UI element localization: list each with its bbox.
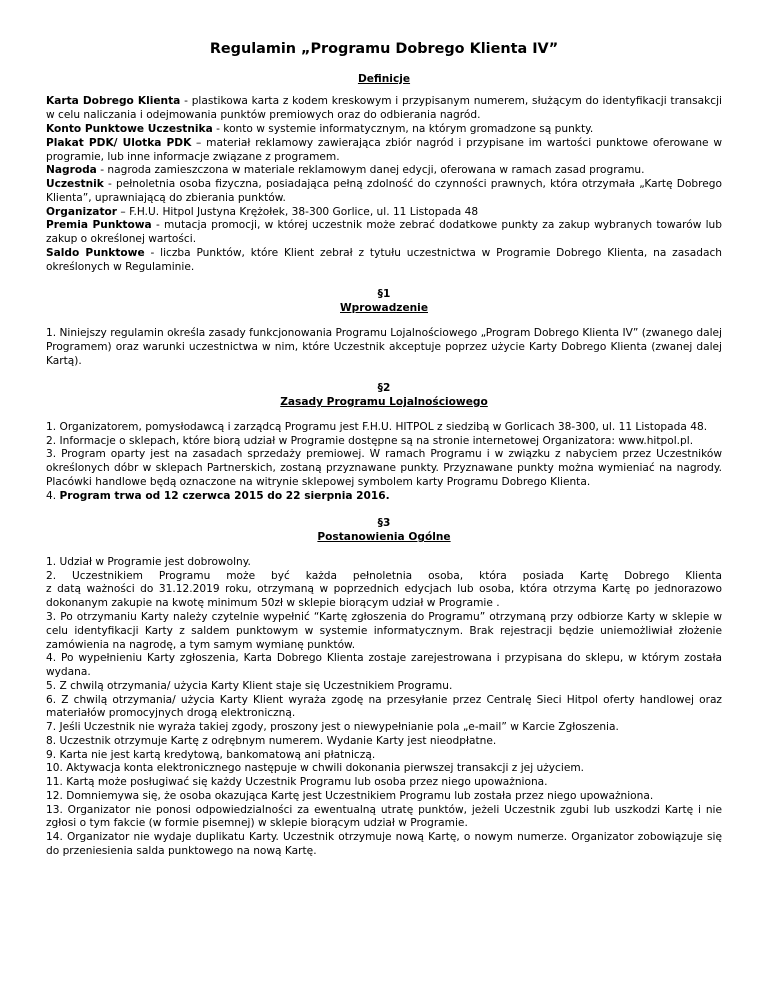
- document-title: Regulamin „Programu Dobrego Klienta IV”: [209, 41, 559, 57]
- section-3-paragraph: 1. Udział w Programie jest dobrowolny.: [46, 555, 251, 568]
- section-3-paragraph: 7. Jeśli Uczestnik nie wyraża takiej zgody, proszony jest o niewypełnianie pola „e-mail” w Karcie Zgłoszenia.: [46, 721, 619, 734]
- section-2-number: §2: [377, 382, 391, 395]
- definitions-list: [46, 95, 722, 274]
- definition-item: [46, 95, 722, 123]
- definition-item: [46, 123, 722, 137]
- section-2-paragraph: 2. Informacje o sklepach, które biorą udział w Programie dostępne są na stronie internetowej Organizatora: www.hitpol.pl.: [46, 434, 694, 447]
- definition-item: [46, 137, 722, 165]
- definition-text: - konto w systemie informatycznym, na którym gromadzone są punkty.: [212, 123, 594, 136]
- definitions-heading: [46, 73, 722, 87]
- definition-term: Plakat PDK/ Ulotka PDK: [46, 136, 192, 149]
- section-3-paragraph: 5. Z chwilą otrzymania/ użycia Karty Klient staje się Uczestnikiem Programu.: [46, 679, 453, 692]
- section-3-paragraph: 9. Karta nie jest kartą kredytową, bankomatową ani płatniczą.: [46, 748, 376, 761]
- definition-text: – F.H.U. Hitpol Justyna Krężołek, 38-300 Gorlice, ul. 11 Listopada 48: [117, 205, 479, 218]
- definition-item: [46, 219, 722, 247]
- section-3-paragraph: 8. Uczestnik otrzymuje Kartę z odrębnym numerem. Wydanie Karty jest nieodpłatne.: [46, 734, 497, 747]
- section-1-number: §1: [377, 288, 391, 301]
- definition-term: Uczestnik: [46, 178, 104, 191]
- section-3-heading: [46, 517, 722, 545]
- section-2-paragraph: 3. Program oparty jest na zasadach sprzedaży premiowej. W ramach Programu i w związku z nabyciem przez Uczestników określonych dóbr w sklepach Partnerskich, zostaną przyznawane punkty. Przyznawane punkty można wymieniać na nagrody. Placówki handlowe będą oznaczone na witrynie sklepowej symbolem karty Programu Dobrego Klienta.: [46, 448, 722, 488]
- section-3-paragraph: 10. Aktywacja konta elektronicznego następuje w chwili dokonania pierwszej transakcji z jej użyciem.: [46, 762, 585, 775]
- definition-text: - pełnoletnia osoba fizyczna, posiadająca pełną zdolność do czynności prawnych, która otrzymała „Kartę Dobrego Klienta”, uprawniającą do zbierania punktów.: [46, 178, 722, 204]
- definition-item: [46, 247, 722, 275]
- section-3-paragraph: 3. Po otrzymaniu Karty należy czytelnie wypełnić “Kartę zgłoszenia do Programu” otrzymaną przy odbiorze Karty w sklepie w celu identyfikacji Karty z saldem punktowym w systemie informatycznym. Brak rejestracji będzie uniemożliwiał złożenie zamówienia na nagrodę, a tym samym wymianę punktów.: [46, 610, 722, 651]
- section-3-paragraph: 4. Po wypełnieniu Karty zgłoszenia, Karta Dobrego Klienta zostaje zarejestrowana i przypisana do sklepu, w którym została wydana.: [46, 652, 722, 679]
- section-2-paragraph: 1. Organizatorem, pomysłodawcą i zarządcą Programu jest F.H.U. HITPOL z siedzibą w Gorlicach 38-300, ul. 11 Listopada 48.: [46, 420, 708, 433]
- section-3-paragraph: 12. Domniemywa się, że osoba okazująca Kartę jest Uczestnikiem Programu lub została przez niego upoważniona.: [46, 789, 654, 802]
- section-3-paragraph: 6. Z chwilą otrzymania/ użycia Karty Klient wyraża zgodę na przesyłanie przez Centralę Sieci Hitpol oferty handlowej oraz materiałów promocyjnych drogą elektroniczną.: [46, 693, 722, 720]
- section-1-title: Wprowadzenie: [340, 302, 428, 315]
- section-1-paragraph: 1. Niniejszy regulamin określa zasady funkcjonowania Programu Lojalnościowego „Program Dobrego Klienta IV” (zwanego dalej Programem) oraz warunki uczestnictwa w nim, które Uczestnik akceptuje poprzez użycie Karty Dobrego Klienta (zwanej dalej Kartą).: [46, 326, 722, 367]
- section-3-paragraph: 13. Organizator nie ponosi odpowiedzialności za ewentualną utratę punktów, jeżeli Uczestnik zgubi lub uszkodzi Kartę i nie zgłosi o tym fakcie (w formie pisemnej) w sklepie biorącym udział w Programie.: [46, 803, 722, 830]
- definition-text: – materiał reklamowy zawierająca zbiór nagród i przypisane im wartości punktowe oferowane w programie, lub inne informacje związane z programem.: [46, 136, 722, 163]
- section-2-heading: [46, 382, 722, 410]
- definition-text: - plastikowa karta z kodem kreskowym i przypisanym numerem, służącym do identyfikacji transakcji w celu naliczania i odejmowania punktów premiowych oraz do odbierania nagród.: [46, 95, 723, 122]
- definition-text: - nagroda zamieszczona w materiale reklamowym danej edycji, oferowana w ramach zasad programu.: [96, 164, 645, 177]
- section-3-paragraph-2-line-1: 2. Uczestnikiem Programu może być każda pełnoletnia osoba, która posiada Kartę Dobrego Klienta: [46, 569, 722, 582]
- section-3-paragraph: 11. Kartą może posługiwać się każdy Uczestnik Programu lub osoba przez niego upoważniona.: [46, 776, 548, 789]
- definition-term: Nagroda: [46, 164, 97, 177]
- section-2-paragraph-duration: [46, 490, 722, 504]
- section-1-heading: [46, 288, 722, 316]
- definition-term: Organizator: [46, 205, 118, 218]
- definitions-heading-text: Definicje: [357, 72, 411, 85]
- definition-term: Premia Punktowa: [46, 219, 152, 232]
- definition-item: [46, 178, 722, 206]
- section-3-paragraph: 14. Organizator nie wydaje duplikatu Karty. Uczestnik otrzymuje nową Kartę, o nowym numerze. Organizator zobowiązuje się do przeniesienia salda punktowego na nową Kartę.: [46, 831, 722, 857]
- definition-text: - liczba Punktów, które Klient zebrał z tytułu uczestnictwa w Programie Dobrego Klienta, na zasadach określonych w Regulaminie.: [46, 246, 722, 273]
- definition-item: [46, 164, 722, 178]
- section-2-item-number: 4.: [46, 489, 60, 502]
- section-2-title: Zasady Programu Lojalnościowego: [280, 396, 488, 409]
- section-3-number: §3: [377, 517, 391, 530]
- section-3-title: Postanowienia Ogólne: [317, 531, 451, 544]
- definition-item: [46, 206, 722, 220]
- section-3-paragraph-2-rest: z datą ważności do 31.12.2019 roku, otrzymaną w poprzednich edycjach lub osoba, która otrzyma Kartę po jednorazowo dokonanym zakupie na kwotę minimum 50zł w sklepie biorącym udział w Programie .: [46, 583, 722, 610]
- definition-term: Karta Dobrego Klienta: [46, 95, 181, 108]
- definition-text: - mutacja promocji, w której uczestnik może zebrać dodatkowe punkty za zakup wybranych towarów lub zakup o określonej wartości.: [46, 219, 723, 246]
- program-duration-text: Program trwa od 12 czerwca 2015 do 22 sierpnia 2016.: [59, 489, 390, 502]
- definition-term: Saldo Punktowe: [46, 246, 145, 259]
- definition-term: Konto Punktowe Uczestnika: [46, 123, 213, 136]
